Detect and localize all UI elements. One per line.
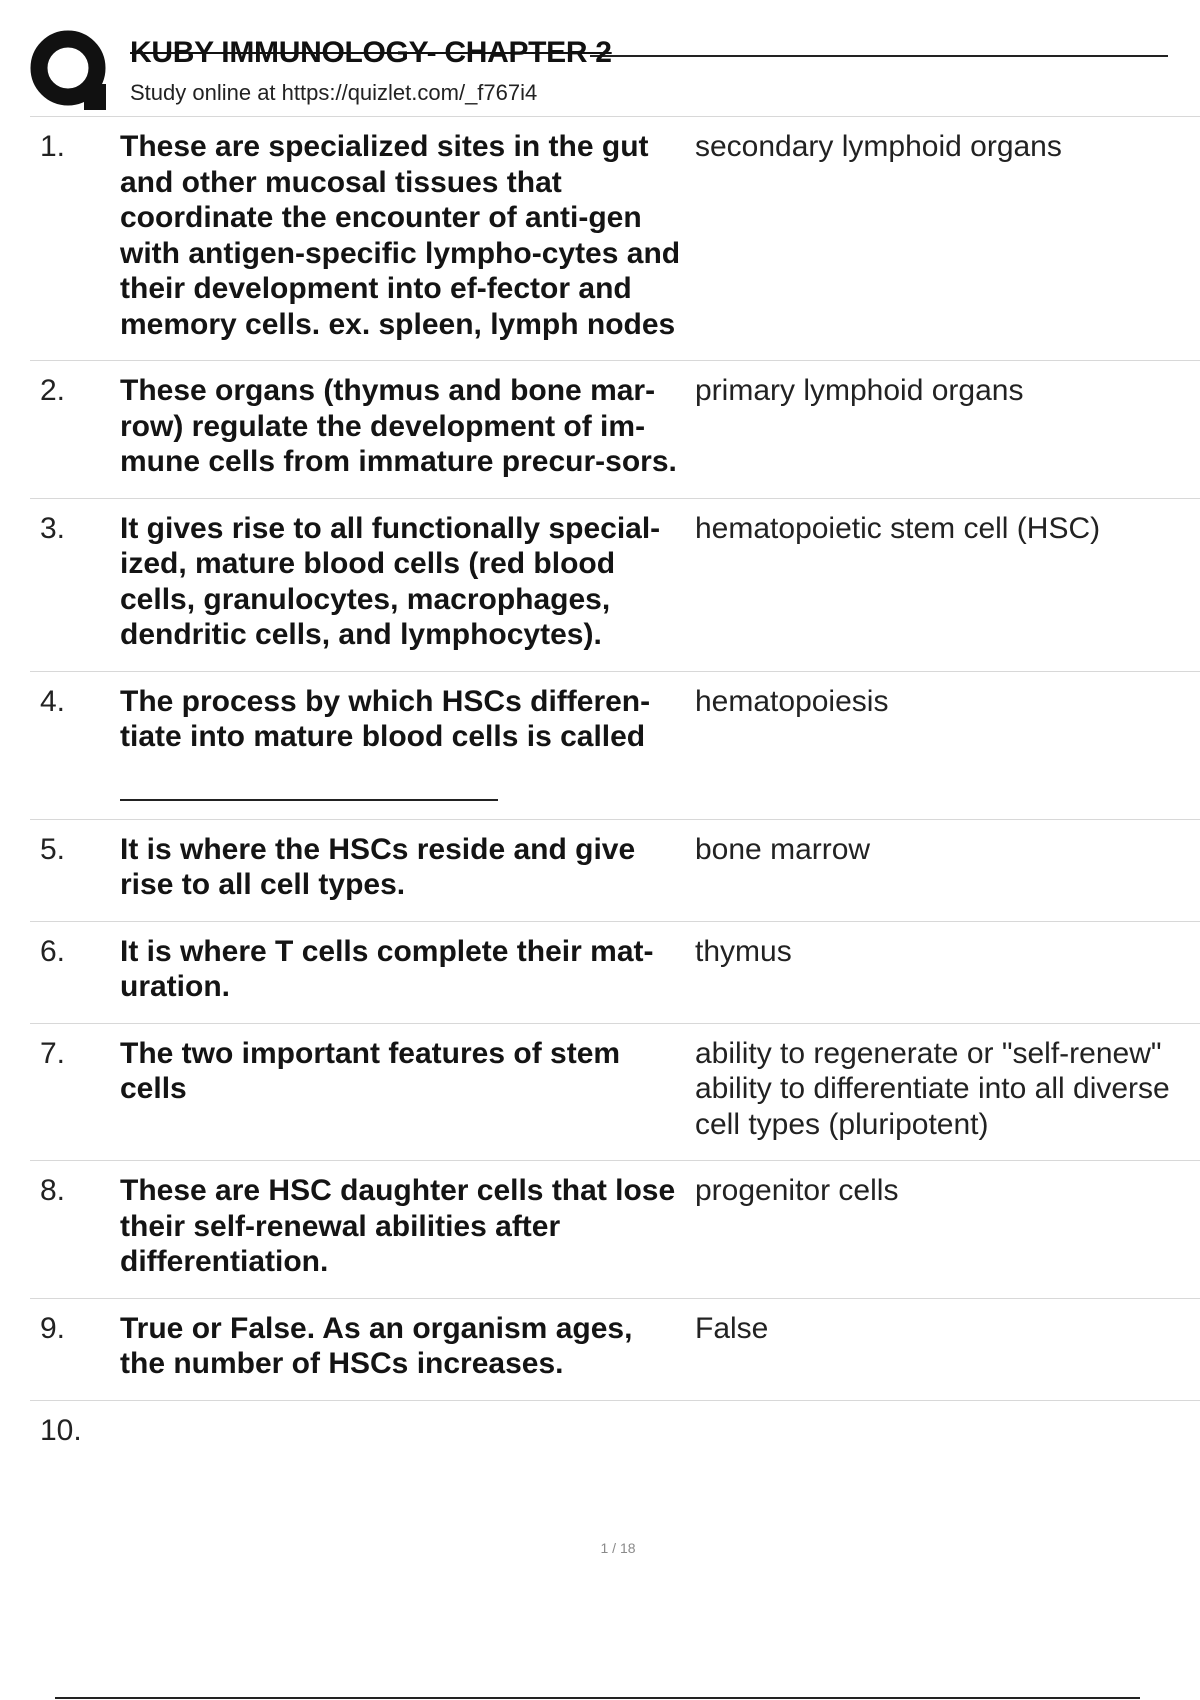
card-number: 4. [40, 684, 66, 718]
card-term: True or False. As an organism ages, the number of HSCs increases. [120, 1311, 633, 1380]
card-term: These are HSC daughter cells that lose their self-renewal abilities after differentiation. [120, 1174, 676, 1278]
card-term: These are specialized sites in the gut and other mucosal tissues that coordinate the encounter of anti-gen with antigen-specific lympho-cytes and their development into ef-fector and memory cells. ex. spleen, lymph nodes [120, 130, 681, 341]
card-number: 8. [40, 1174, 66, 1207]
card-number: 9. [40, 1311, 66, 1345]
card-term: It is where the HSCs reside and give rise to all cell types. [120, 832, 636, 901]
card-term-with-blank [120, 684, 691, 801]
fill-in-blank-line [120, 799, 498, 801]
flashcard-row [30, 1401, 1200, 1467]
flashcard-row [30, 922, 1200, 1024]
flashcard-row [30, 117, 1200, 361]
card-definition: ability to regenerate or "self-renew" ability to differentiate into all diverse cell types (pluripotent) [695, 1036, 1170, 1141]
card-definition: bone marrow [695, 832, 871, 866]
card-number: 5. [40, 832, 66, 866]
card-definition: primary lymphoid organs [695, 374, 1024, 407]
card-definition: hematopoiesis [695, 684, 889, 718]
study-online-link[interactable]: Study online at https://quizlet.com/_f767i4 [130, 80, 538, 105]
flashcard-row [30, 1299, 1200, 1401]
card-definition: secondary lymphoid organs [695, 130, 1062, 163]
card-number: 1. [40, 130, 66, 163]
page-number: 1 / 18 [600, 1540, 636, 1556]
card-term: These organs (thymus and bone mar-row) regulate the development of im-mune cells from immature precur-sors. [120, 374, 677, 478]
flashcard-row [30, 1161, 1200, 1299]
card-definition: False [695, 1311, 769, 1345]
card-definition: progenitor cells [695, 1174, 899, 1207]
card-term: It gives rise to all functionally special-ized, mature blood cells (red blood cells, granulocytes, macrophages, dendritic cells, and lymphocytes). [120, 511, 661, 651]
flashcard-row [30, 499, 1200, 672]
card-number: 3. [40, 511, 66, 545]
card-number: 2. [40, 374, 66, 407]
flashcard-row [30, 820, 1200, 922]
card-term-text: The process by which HSCs differen-tiate into mature blood cells is called [120, 684, 651, 753]
card-definition: hematopoietic stem cell (HSC) [695, 511, 1101, 545]
flashcard-row [30, 1024, 1200, 1162]
document-title: KUBY IMMUNOLOGY- CHAPTER 2 [130, 36, 612, 69]
quizlet-logo-icon [30, 30, 112, 112]
document-header [30, 30, 1140, 115]
footer-rule [55, 1697, 1140, 1699]
title-rule [590, 55, 1168, 57]
card-number: 10. [40, 1413, 82, 1447]
flashcard-row [30, 361, 1200, 499]
card-number: 6. [40, 934, 66, 968]
card-number: 7. [40, 1036, 66, 1070]
flashcard-row [30, 672, 1200, 820]
flashcard-list [30, 117, 1200, 1467]
card-term: The two important features of stem cells [120, 1036, 621, 1105]
card-definition: thymus [695, 934, 792, 968]
card-term: It is where T cells complete their mat-uration. [120, 934, 654, 1003]
